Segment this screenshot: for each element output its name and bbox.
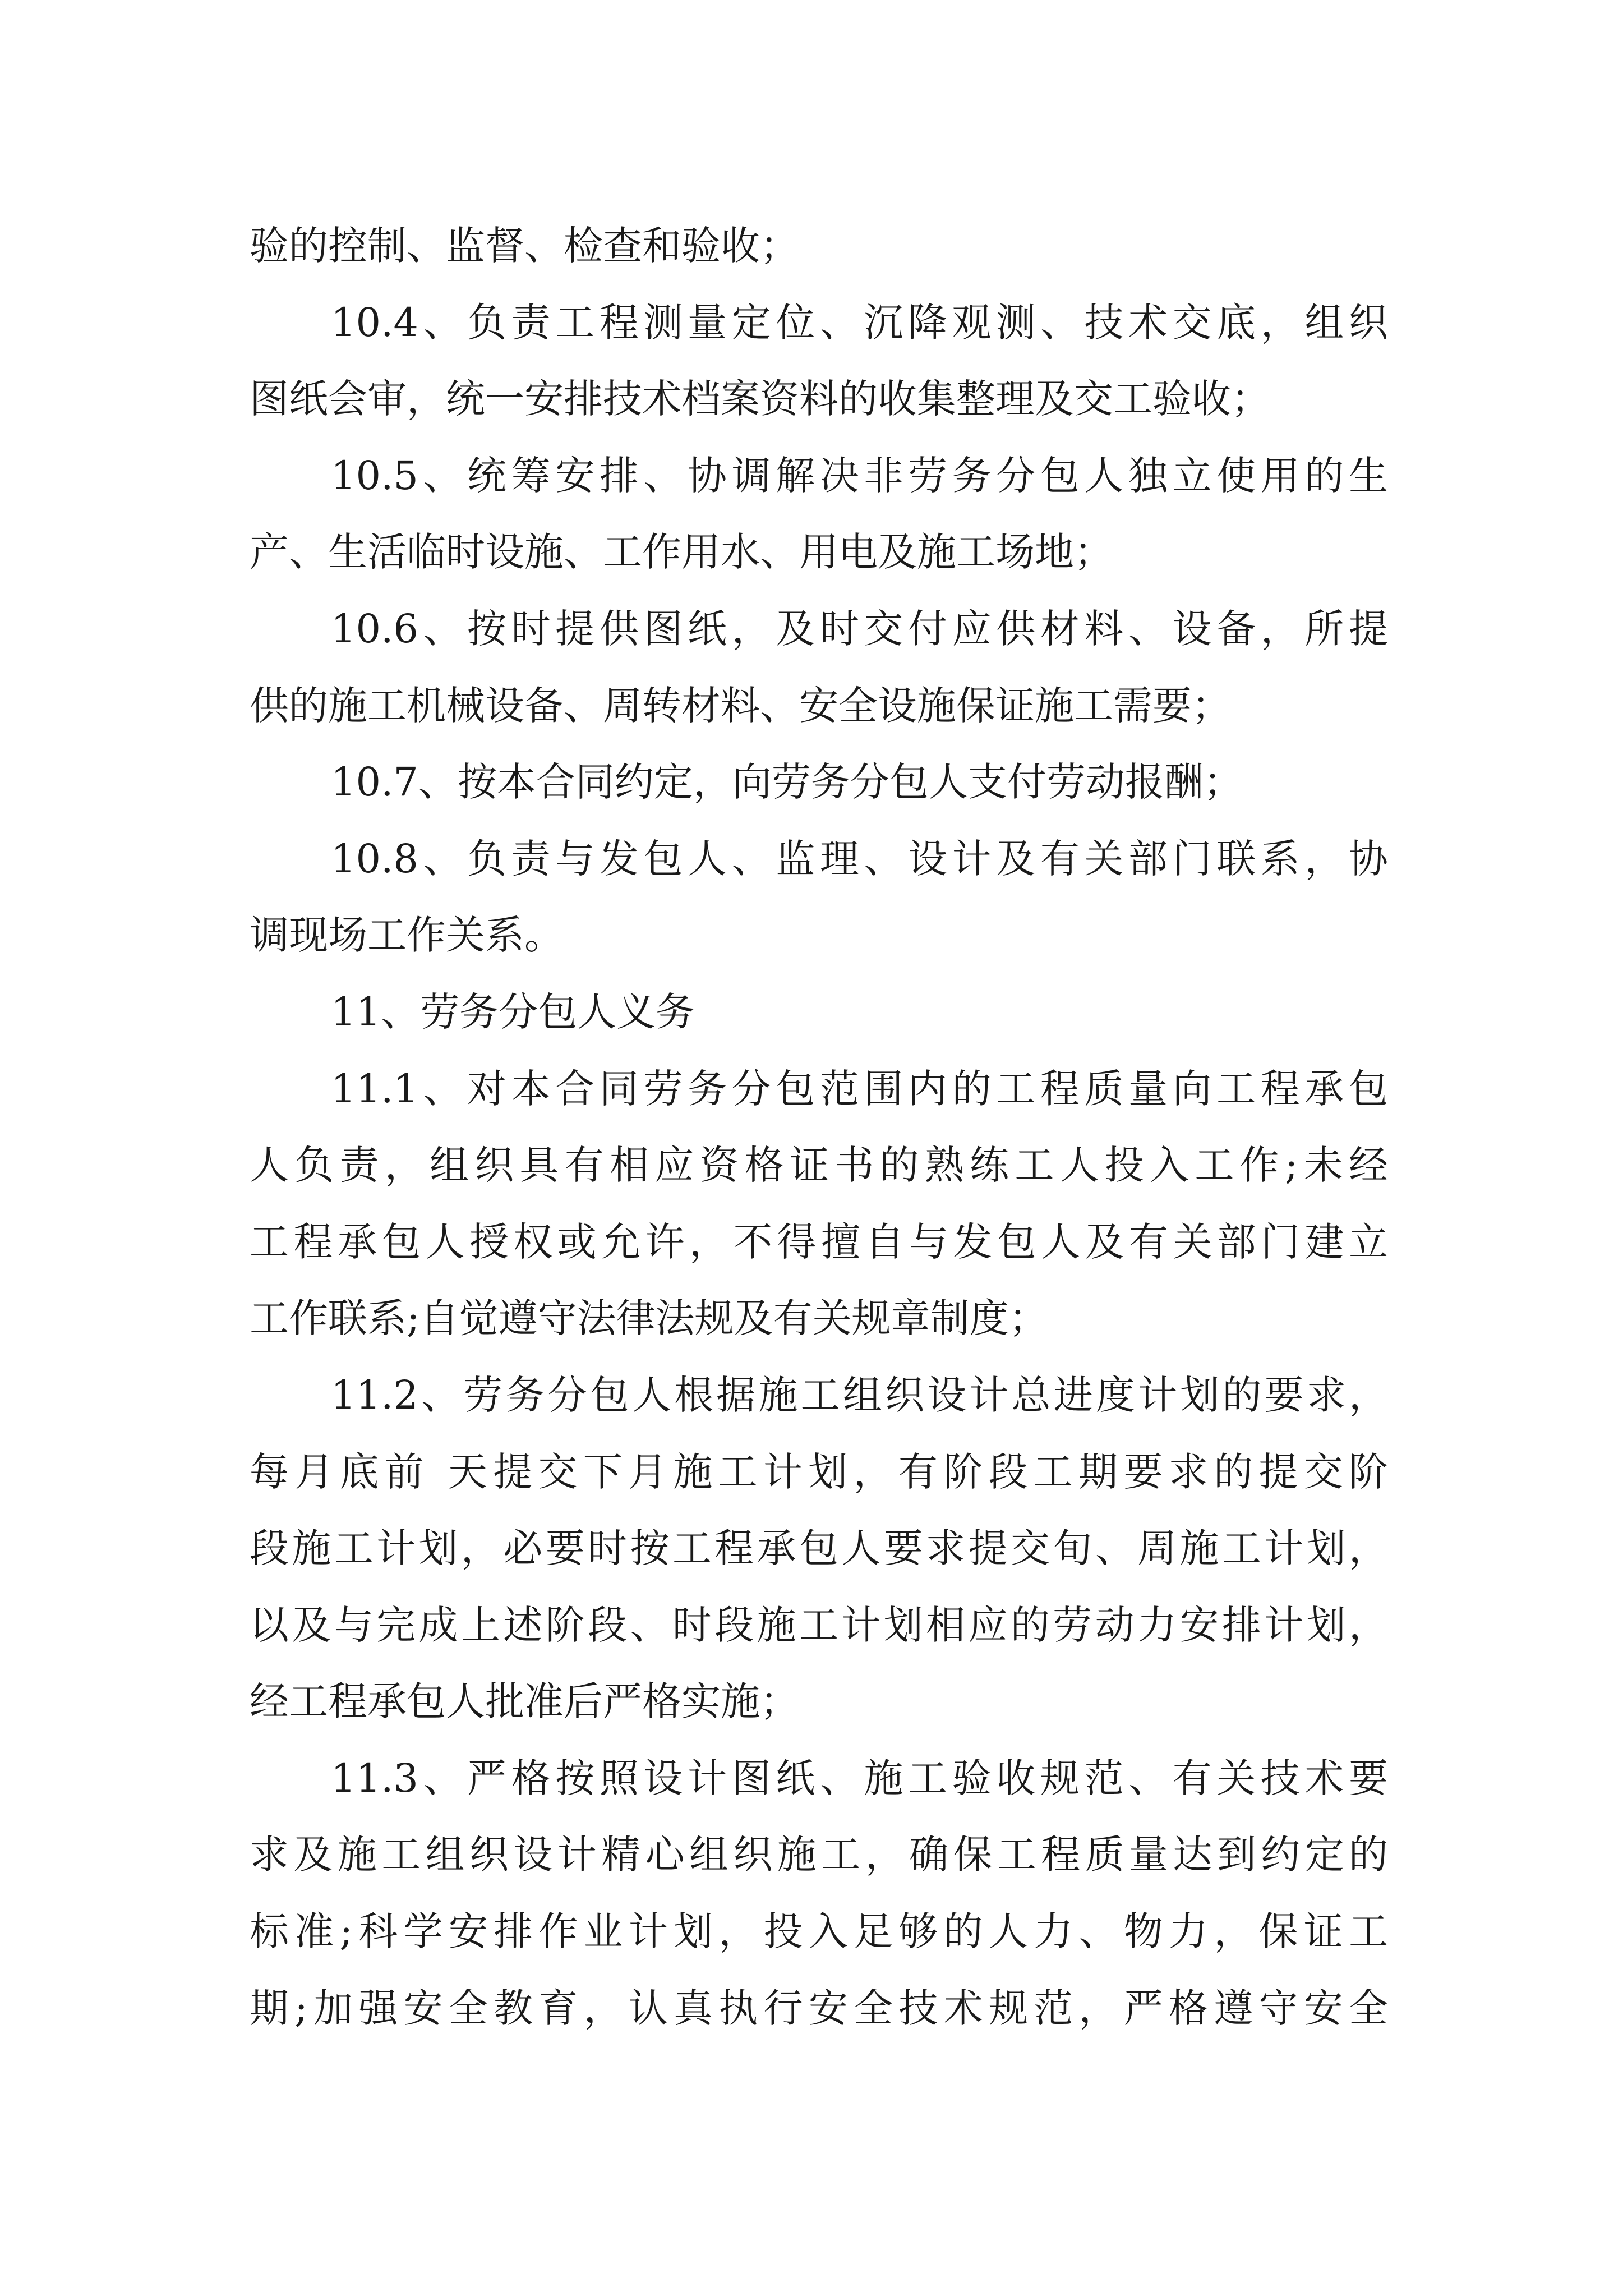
- text-line: 求及施工组织设计精心组织施工，确保工程质量达到约定的: [250, 1832, 1388, 1878]
- text-line: 图纸会审，统一安排技术档案资料的收集整理及交工验收；: [250, 376, 1270, 422]
- text-line: 调现场工作关系。: [250, 912, 564, 959]
- text-line: 经工程承包人批准后严格实施；: [250, 1678, 799, 1725]
- text-line: 10.6、按时提供图纸，及时交付应供材料、设备，所提: [331, 605, 1388, 652]
- text-line: 每月底前 天提交下月施工计划，有阶段工期要求的提交阶: [250, 1448, 1388, 1495]
- text-line: 10.4、负责工程测量定位、沉降观测、技术交底，组织: [331, 299, 1388, 346]
- text-line: 人负责，组织具有相应资格证书的熟练工人投入工作;未经: [250, 1142, 1388, 1189]
- text-line: 工程承包人授权或允许，不得擅自与发包人及有关部门建立: [250, 1218, 1388, 1265]
- text-line: 10.8、负责与发包人、监理、设计及有关部门联系，协: [331, 835, 1388, 882]
- text-line: 以及与完成上述阶段、时段施工计划相应的劳动力安排计划，: [250, 1602, 1388, 1648]
- text-line: 11.1、对本合同劳务分包范围内的工程质量向工程承包: [331, 1065, 1388, 1112]
- text-line: 11.3、严格按照设计图纸、施工验收规范、有关技术要: [331, 1755, 1388, 1801]
- text-line: 验的控制、监督、检查和验收；: [250, 223, 799, 269]
- text-line: 11.2、劳务分包人根据施工组织设计总进度计划的要求，: [331, 1372, 1388, 1418]
- text-line: 段施工计划，必要时按工程承包人要求提交旬、周施工计划，: [250, 1525, 1388, 1572]
- text-line: 产、生活临时设施、工作用水、用电及施工场地；: [250, 529, 1113, 576]
- text-line: 工作联系;自觉遵守法律法规及有关规章制度；: [250, 1295, 1048, 1342]
- contract-text-body: [250, 208, 1388, 2046]
- text-line: 11、劳务分包人义务: [331, 988, 695, 1035]
- text-line: 10.5、统筹安排、协调解决非劳务分包人独立使用的生: [331, 452, 1388, 499]
- text-line: 标准;科学安排作业计划，投入足够的人力、物力，保证工: [250, 1908, 1388, 1955]
- text-line: 10.7、按本合同约定，向劳务分包人支付劳动报酬；: [331, 759, 1243, 806]
- text-line: 供的施工机械设备、周转材料、安全设施保证施工需要；: [250, 682, 1231, 729]
- text-line: 期;加强安全教育，认真执行安全技术规范，严格遵守安全: [250, 1985, 1388, 2031]
